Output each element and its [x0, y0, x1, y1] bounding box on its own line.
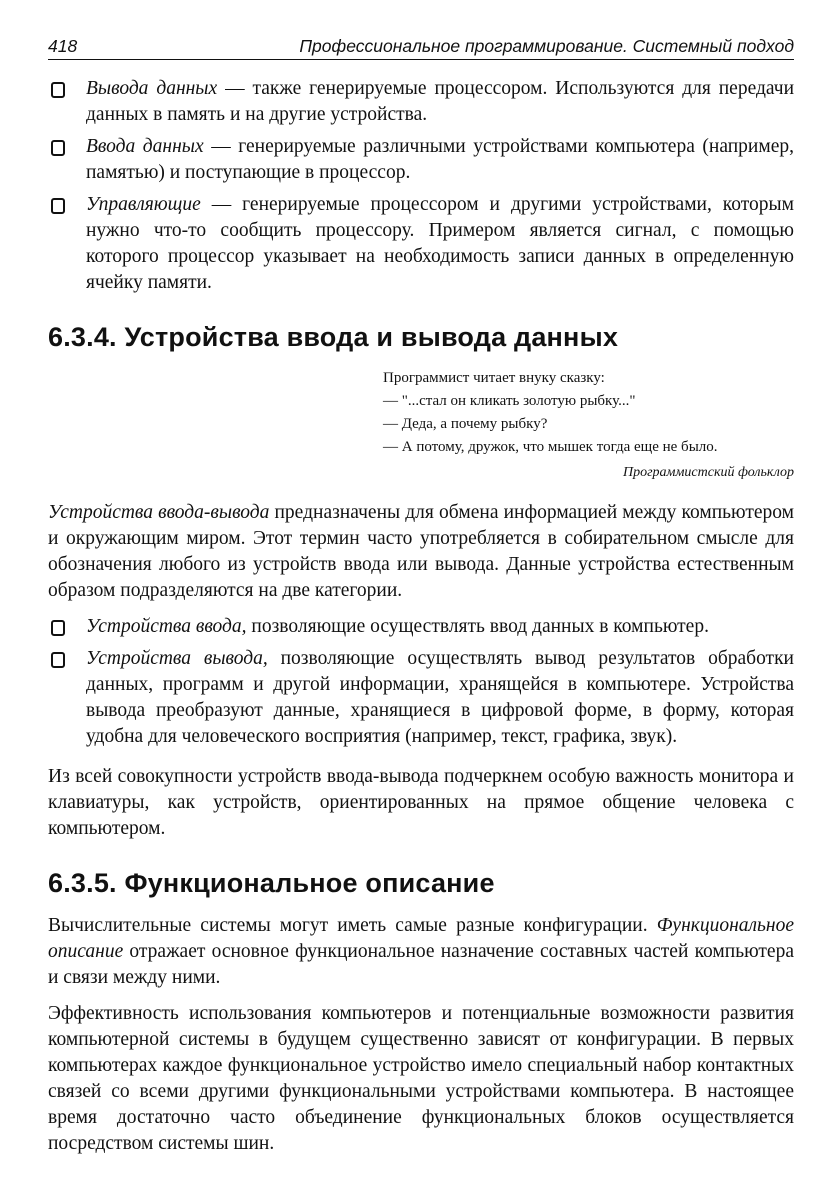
- checkbox-bullet-icon: [51, 140, 65, 156]
- list-term: Ввода данных: [86, 136, 204, 157]
- book-page: [48, 36, 794, 1167]
- term: Устройства ввода-вывода: [48, 502, 270, 523]
- epigraph-line: — "...стал он кликать золотую рыбку...": [383, 393, 636, 409]
- list-term: Управляющие: [86, 194, 201, 215]
- checkbox-bullet-icon: [51, 620, 65, 636]
- running-title: Профессиональное программирование. Системный подход: [299, 36, 794, 56]
- paragraph: Эффективность использования компьютеров и потенциальные возможности развития компьютерной системы в будущем существенно зависят от конфигурации. В первых компьютерах каждое функциональное устройство имело специальный набор контактных связей со всеми другими функциональными устройствами компьютера. В настоящее время достаточно часто объединение функциональных блоков осуществляется посредством системы шин.: [48, 1003, 794, 1154]
- paragraph: Из всей совокупности устройств ввода-вывода подчеркнем особую важность монитора и клавиатуры, как устройств, ориентированных на прямое общение человека с компьютером.: [48, 766, 794, 839]
- epigraph-source: Программистский фольклор: [622, 465, 794, 480]
- paragraph: [48, 500, 794, 604]
- list-item: [48, 134, 794, 186]
- list-text: позволяющие осуществлять ввод данных в компьютер.: [246, 616, 709, 637]
- list-text: — также генерируемые процессором. Используются для передачи данных в память и на другие устройства.: [86, 78, 794, 125]
- list-item: [48, 192, 794, 296]
- list-item: [48, 646, 794, 750]
- running-header: [48, 36, 794, 60]
- epigraph: [383, 367, 794, 484]
- epigraph-line: — Деда, а почему рыбку?: [383, 416, 548, 432]
- term: Функциональное описание: [48, 915, 794, 962]
- list-term: Вывода данных: [86, 78, 218, 99]
- paragraph-text: предназначены для обмена информацией между компьютером и окружающим миром. Этот термин часто употребляется в собирательном смысле для обозначения любого из устройств ввода или вывода. Данные устройства естественным образом подразделяются на две категории.: [48, 502, 794, 601]
- epigraph-line: — А потому, дружок, что мышек тогда еще не было.: [383, 439, 718, 455]
- checkbox-bullet-icon: [51, 652, 65, 668]
- section-heading: 6.3.4. Устройства ввода и вывода данных: [48, 322, 619, 352]
- list-text: позволяющие осуществлять вывод результатов обработки данных, программ и другой информации, хранящейся в компьютере. Устройства вывода преобразуют данные, хранящиеся в цифровой форме, в форму, которая удобна для человеческого восприятия (например, текст, графика, звук).: [86, 648, 794, 747]
- paragraph-text: отражает основное функциональное назначение составных частей компьютера и связи между ними.: [48, 941, 794, 988]
- paragraph: [48, 913, 794, 991]
- list-text: — генерируемые процессором и другими устройствами, которым нужно что-то сообщить процессору. Примером является сигнал, с помощью которого процессор указывает на необходимость записи данных в определенную ячейку памяти.: [86, 194, 794, 293]
- section-heading: 6.3.5. Функциональное описание: [48, 868, 495, 898]
- list-item: [48, 614, 794, 640]
- checkbox-bullet-icon: [51, 82, 65, 98]
- epigraph-line: Программист читает внуку сказку:: [383, 370, 605, 386]
- list-text: — генерируемые различными устройствами компьютера (например, памятью) и поступающие в процессор.: [86, 136, 794, 183]
- paragraph-text: Вычислительные системы могут иметь самые разные конфигурации.: [48, 915, 657, 936]
- page-number: 418: [48, 36, 78, 56]
- checkbox-bullet-icon: [51, 198, 65, 214]
- list-item: [48, 76, 794, 128]
- list-term: Устройства вывода,: [86, 648, 268, 669]
- list-term: Устройства ввода,: [86, 616, 247, 637]
